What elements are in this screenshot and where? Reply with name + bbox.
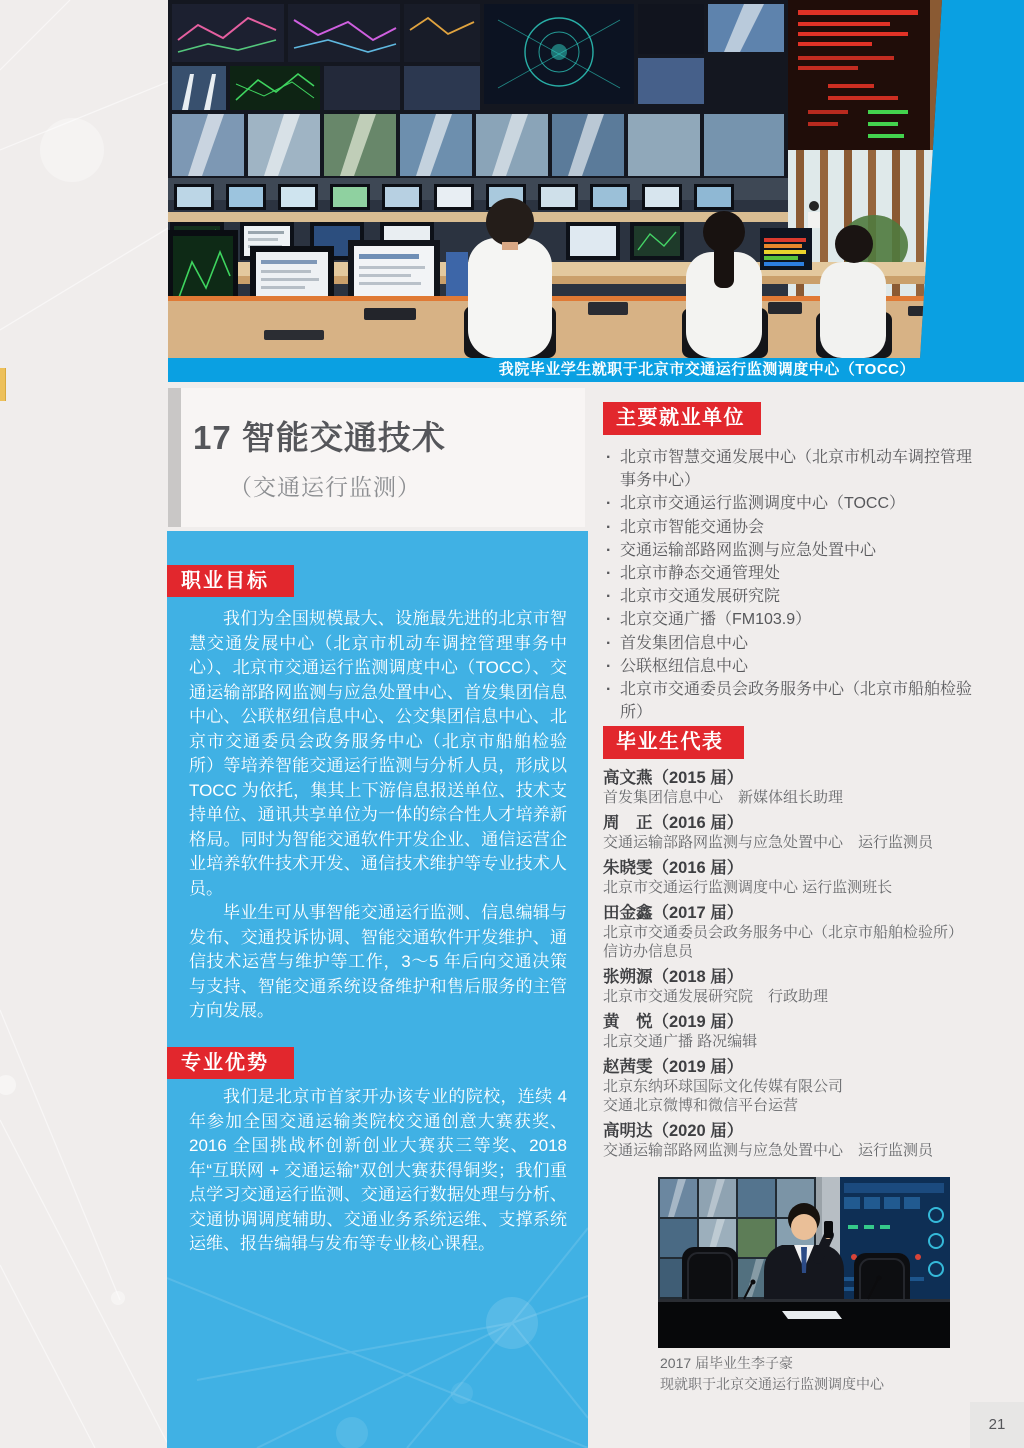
page-number: 21 [970, 1402, 1024, 1448]
graduate-entry [603, 967, 971, 1006]
bullet-icon: · [606, 657, 612, 675]
bullet-icon: · [606, 588, 612, 606]
employer-item [603, 562, 975, 585]
career-goals-text [189, 607, 567, 1024]
graduate-position: 交通运输部路网监测与应急处置中心 运行监测员 [603, 834, 934, 851]
header-photo-caption: 我院毕业学生就职于北京市交通运行监测调度中心（TOCC） [498, 361, 915, 378]
graduate-name: 高文燕（2015 届） [603, 769, 744, 787]
graduate-entry [603, 858, 971, 897]
title-spine-bar [168, 388, 181, 527]
employer-name: 公联枢纽信息中心 [620, 657, 749, 675]
graduate-entry [603, 1057, 971, 1115]
graduate-photo-illustration [658, 1177, 950, 1348]
graduate-position: 北京东纳环球国际文化传媒有限公司 交通北京微博和微信平台运营 [603, 1078, 844, 1114]
graduate-entry [603, 903, 971, 961]
graduate-photo-caption [660, 1353, 884, 1395]
graduate-position: 首发集团信息中心 新媒体组长助理 [603, 789, 844, 806]
title-card [181, 388, 585, 527]
employer-item [603, 516, 975, 539]
employer-item [603, 539, 975, 562]
graduate-entry [603, 1121, 971, 1160]
career-goals-paragraph-1: 我们为全国规模最大、设施最先进的北京市智慧交通发展中心（北京市机动车调控管理事务中心）、北京市交通运行监测调度中心（TOCC）、交通运输部路网监测与应急处置中心、首发集团信息中心、公联枢纽信息中心、公交集团信息中心、北京市交通委员会政务服务中心（北京市船舶检验所）等培养智能交通运行监测与分析人员，形成以 TOCC 为依托，集其上下游信息报送单位、技术支持单位、通讯共享单位为一体的综合性人才培养新格局。同时为智能交通软件开发企业、通信运营企业培养软件技术开发、通信技术维护等专业技术人员。 [189, 609, 567, 898]
graduate-position: 北京市交通委员会政务服务中心（北京市船舶检验所） 信访办信息员 [603, 924, 964, 960]
graduate-name: 田金鑫（2017 届） [603, 904, 744, 922]
employer-name: 北京交通广播（FM103.9） [620, 611, 812, 629]
advantages-heading: 专业优势 [167, 1047, 294, 1079]
bullet-icon: · [606, 634, 612, 652]
graduate-position: 北京市交通运行监测调度中心 运行监测班长 [603, 879, 893, 896]
employer-item [603, 608, 975, 631]
advantages-paragraph-1: 我们是北京市首家开办该专业的院校，连续 4 年参加全国交通运输类院校交通创意大赛获奖、2016 全国挑战杯创新创业大赛获三等奖、2018 年“互联网 + 交通运输”双创大赛获得铜奖；我们重点学习交通运行监测、交通运行数据处理与分析、交通协调调度辅助、交通业务系统运维、支撑系统运维、报告编辑与发布等专业核心课程。 [189, 1087, 567, 1253]
career-goals-heading: 职业目标 [167, 565, 294, 597]
bullet-icon: · [606, 449, 612, 466]
graduate-name: 朱晓雯（2016 届） [603, 859, 744, 877]
graduate-photo [658, 1177, 950, 1348]
bullet-icon: · [606, 611, 612, 629]
header-band [168, 0, 1024, 382]
employer-item [603, 446, 975, 492]
employer-name: 北京市交通发展研究院 [620, 588, 781, 606]
graduate-position: 北京市交通发展研究院 行政助理 [603, 988, 829, 1005]
employer-item [603, 655, 975, 678]
graduates-heading: 毕业生代表 [603, 726, 744, 759]
photo-caption-line: 2017 届毕业生李子豪 [660, 1355, 794, 1371]
graduate-name: 周 正（2016 届） [603, 814, 744, 832]
page-title: 17 智能交通技术 [193, 419, 446, 456]
employer-name: 北京市交通运行监测调度中心（TOCC） [620, 495, 906, 513]
employer-item [603, 632, 975, 655]
bullet-icon: · [606, 681, 612, 699]
graduate-name: 张朔源（2018 届） [603, 968, 744, 986]
graduate-entry [603, 813, 971, 852]
control-room-illustration [168, 0, 942, 358]
control-room-photo [168, 0, 942, 358]
bullet-icon: · [606, 565, 612, 583]
bullet-icon: · [606, 518, 612, 536]
employer-name: 北京市静态交通管理处 [620, 565, 781, 583]
employer-name: 北京市智能交通协会 [620, 518, 765, 536]
graduate-entry [603, 1012, 971, 1051]
graduate-position: 交通运输部路网监测与应急处置中心 运行监测员 [603, 1142, 934, 1159]
graduate-entry [603, 768, 971, 807]
page-edge-accent [0, 368, 6, 401]
employer-name: 交通运输部路网监测与应急处置中心 [620, 541, 877, 559]
photo-caption-line: 现就职于北京交通运行监测调度中心 [660, 1376, 884, 1392]
employer-name: 首发集团信息中心 [620, 634, 749, 652]
blue-content-panel [167, 531, 588, 1448]
advantages-text [189, 1085, 567, 1257]
employer-name: 北京市交通委员会政务服务中心（北京市船舶检验所） [620, 681, 973, 722]
graduate-position: 北京交通广播 路况编辑 [603, 1033, 758, 1050]
employer-item [603, 492, 975, 515]
career-goals-paragraph-2: 毕业生可从事智能交通运行监测、信息编辑与发布、交通投诉协调、智能交通软件开发维护、通信技术运营与维护等工作，3～5 年后向交通决策与支持、智能交通系统设备维护和售后服务的主管方向发展。 [189, 903, 567, 1020]
page-subtitle: （交通运行监测） [229, 474, 421, 500]
employer-name: 北京市智慧交通发展中心（北京市机动车调控管理事务中心） [620, 449, 973, 490]
employer-item [603, 678, 975, 724]
graduate-name: 高明达（2020 届） [603, 1122, 744, 1140]
graduate-name: 赵茜雯（2019 届） [603, 1058, 744, 1076]
graduate-name: 黄 悦（2019 届） [603, 1013, 744, 1031]
bullet-icon: · [606, 541, 612, 559]
bullet-icon: · [606, 495, 612, 513]
employer-item [603, 585, 975, 608]
employers-list [603, 446, 975, 724]
employers-heading: 主要就业单位 [603, 402, 761, 435]
graduates-list [603, 768, 971, 1166]
